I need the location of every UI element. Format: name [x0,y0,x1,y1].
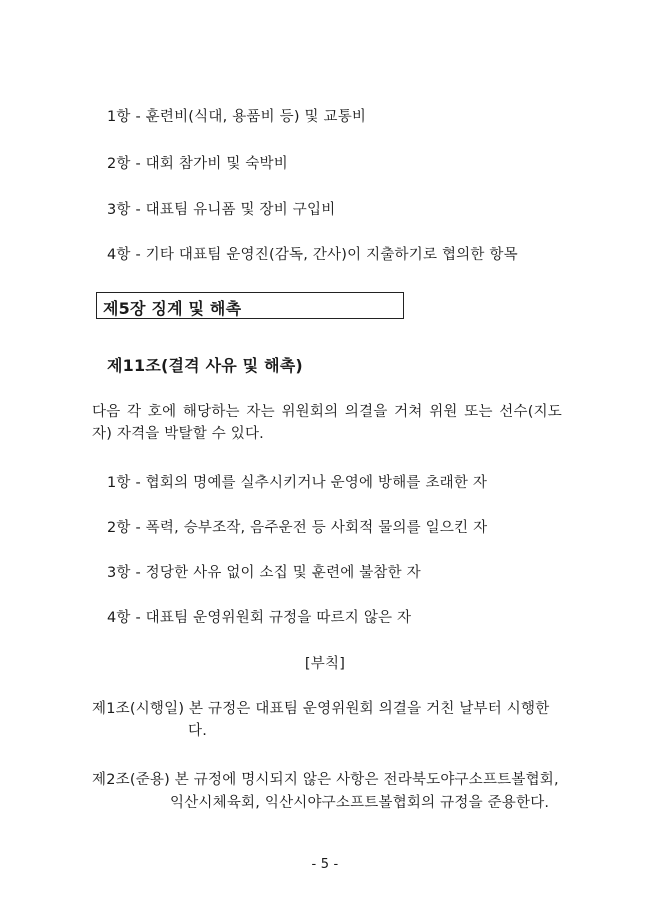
supplementary-article-1-cont: 다. [188,723,208,739]
list-item: 2항 - 대회 참가비 및 숙박비 [107,156,288,172]
list-item: 4항 - 대표팀 운영위원회 규정을 따르지 않은 자 [107,610,412,626]
list-item: 2항 - 폭력, 승부조작, 음주운전 등 사회적 물의를 일으킨 자 [107,520,488,536]
list-item: 4항 - 기타 대표팀 운영진(감독, 간사)이 지출하기로 협의한 항목 [107,247,518,263]
supplementary-title: [부칙] [304,656,346,672]
page-number: - 5 - [311,857,339,872]
list-item: 3항 - 대표팀 유니폼 및 장비 구입비 [107,202,336,218]
supplementary-article-1: 제1조(시행일) 본 규정은 대표팀 운영위원회 의결을 거친 날부터 시행한 [92,701,550,717]
article-title: 제11조(결격 사유 및 해촉) [107,356,303,375]
supplementary-article-2: 제2조(준용) 본 규정에 명시되지 않은 사항은 전라북도야구소프트볼협회, [92,772,559,788]
list-item: 3항 - 정당한 사유 없이 소집 및 훈련에 불참한 자 [107,565,421,581]
list-item: 1항 - 협회의 명예를 실추시키거나 운영에 방해를 초래한 자 [107,475,488,491]
supplementary-article-2-cont: 익산시체육회, 익산시야구소프트볼협회의 규정을 준용한다. [170,795,550,811]
chapter-heading-box [96,292,404,319]
list-item: 1항 - 훈련비(식대, 용품비 등) 및 교통비 [107,109,367,125]
chapter-title: 제5장 징계 및 해촉 [103,299,242,318]
article-body: 다음 각 호에 해당하는 자는 위원회의 의결을 거쳐 위원 또는 선수(지도자) 자격을 박탈할 수 있다. [92,404,562,442]
